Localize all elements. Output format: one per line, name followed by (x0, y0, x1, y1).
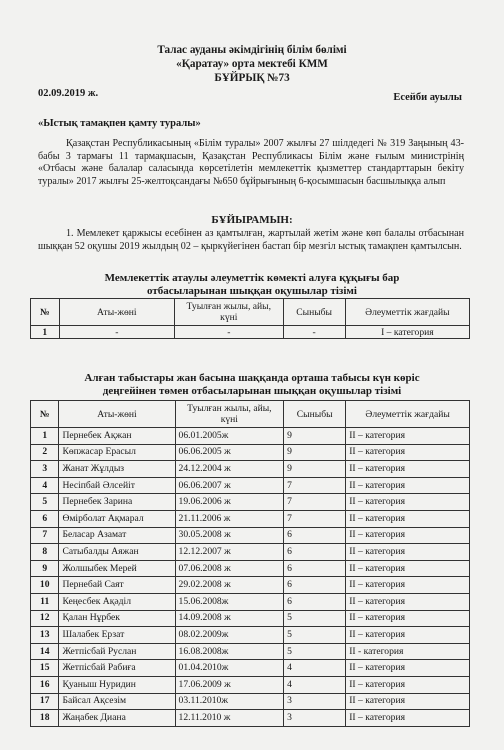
table2-cell-class: 7 (284, 477, 346, 494)
table-2 (30, 400, 470, 727)
table1-cell-num: 1 (31, 326, 60, 339)
header-line-1: Талас ауданы әкімдігінің білім бөлімі (157, 44, 347, 56)
table2-header-name: Аты-жөні (59, 401, 175, 428)
table2-cell-num: 11 (31, 593, 59, 610)
table2-cell-num: 3 (31, 461, 59, 478)
table-row (31, 627, 470, 644)
table2-cell-class: 6 (284, 544, 346, 561)
item-1-text: 1. Мемлекет қаржысы есебінен аз қамтылған, жартылай жетім және көп балалы отбасынан шыққан 52 оқушы 2019 жылдың 02 – қыркүйегінен бастап бір мезгіл ыстық тамақпен қамтылсын. (38, 228, 464, 252)
table2-cell-status: II – категория (346, 544, 470, 561)
table2-cell-num: 8 (31, 544, 59, 561)
order-heading: БҰЙЫРАМЫН: (211, 214, 293, 226)
table-row (31, 610, 470, 627)
table2-cell-dob: 30.05.2008 ж (175, 527, 284, 544)
table2-cell-dob: 14.09.2008 ж (175, 610, 284, 627)
order-place: Есейби ауылы (393, 92, 462, 103)
table1-cell-class: - (283, 326, 345, 339)
table-row (31, 477, 470, 494)
table2-cell-dob: 15.06.2008ж (175, 593, 284, 610)
table2-cell-num: 5 (31, 494, 59, 511)
header-line-2: «Қаратау» орта мектебі КММ (176, 58, 328, 70)
table2-body (31, 428, 470, 727)
table2-cell-status: II – категория (346, 444, 470, 461)
table2-cell-dob: 29.02.2008 ж (175, 577, 284, 594)
table2-cell-num: 2 (31, 444, 59, 461)
table2-cell-class: 9 (284, 444, 346, 461)
table2-cell-name: Жетпісбай Рабиға (59, 660, 175, 677)
order-subject: «Ыстық тамақпен қамту туралы» (38, 118, 201, 129)
table2-cell-class: 7 (284, 510, 346, 527)
table2-cell-dob: 12.12.2007 ж (175, 544, 284, 561)
table-row (31, 577, 470, 594)
table1-header-row (31, 299, 470, 326)
table2-cell-status: II – категория (346, 527, 470, 544)
table2-cell-num: 4 (31, 477, 59, 494)
table1-cell-dob: - (175, 326, 283, 339)
table2-cell-num: 18 (31, 710, 59, 727)
table2-cell-num: 16 (31, 676, 59, 693)
table2-cell-status: II – категория (346, 610, 470, 627)
table2-cell-name: Кеңесбек Ақәділ (59, 593, 175, 610)
table-row (31, 593, 470, 610)
table2-cell-status: II – категория (346, 710, 470, 727)
table2-cell-status: II – категория (346, 676, 470, 693)
table2-cell-name: Қалан Нұрбек (59, 610, 175, 627)
table2-cell-status: II – категория (346, 693, 470, 710)
table2-cell-class: 4 (284, 660, 346, 677)
table2-cell-class: 9 (284, 428, 346, 445)
table2-cell-dob: 16.08.2008ж (175, 643, 284, 660)
table2-cell-num: 15 (31, 660, 59, 677)
table2-title-1: Алған табыстары жан басына шаққанда орташа табысы күн көріс (84, 372, 420, 384)
table2-cell-status: II - категория (346, 643, 470, 660)
table2-cell-num: 9 (31, 560, 59, 577)
table-row (31, 527, 470, 544)
table1-cell-status: I – категория (345, 326, 469, 339)
table2-header-row (31, 401, 470, 428)
table2-cell-dob: 01.04.2010ж (175, 660, 284, 677)
table2-cell-num: 10 (31, 577, 59, 594)
table2-header-status: Әлеуметтік жағдайы (346, 401, 470, 428)
table2-cell-status: II – категория (346, 577, 470, 594)
table1-row (31, 326, 470, 339)
table-row (31, 660, 470, 677)
table2-cell-class: 6 (284, 527, 346, 544)
table2-cell-class: 6 (284, 593, 346, 610)
table1-title-2: отбасыларынан шыққан оқушылар тізімі (147, 285, 357, 297)
table2-header-class: Сыныбы (284, 401, 346, 428)
table2-cell-class: 3 (284, 693, 346, 710)
order-number: БҰЙРЫҚ №73 (214, 72, 290, 84)
table2-cell-name: Сатыбалды Аяжан (59, 544, 175, 561)
table2-cell-dob: 07.06.2008 ж (175, 560, 284, 577)
table2-cell-num: 17 (31, 693, 59, 710)
table2-cell-dob: 03.11.2010ж (175, 693, 284, 710)
table2-cell-name: Пернебек Зарина (59, 494, 175, 511)
table1-title-1: Мемлекеттік атаулы әлеуметтік көмекті алуға құқығы бар (104, 272, 400, 284)
table2-cell-class: 9 (284, 461, 346, 478)
table2-cell-class: 5 (284, 627, 346, 644)
table2-cell-name: Шалабек Ерзат (59, 627, 175, 644)
table-1 (30, 298, 470, 339)
table-row (31, 560, 470, 577)
table1-header-name: Аты-жөні (59, 299, 175, 326)
table2-cell-class: 5 (284, 610, 346, 627)
table2-cell-name: Өмірболат Ақмарал (59, 510, 175, 527)
table-row (31, 693, 470, 710)
table2-cell-status: II – категория (346, 627, 470, 644)
table2-cell-name: Көпжасар Ерасыл (59, 444, 175, 461)
table2-cell-name: Жолшыбек Мерей (59, 560, 175, 577)
table2-cell-num: 7 (31, 527, 59, 544)
intro-paragraph (38, 138, 464, 188)
table1-header-class: Сыныбы (283, 299, 345, 326)
table-row (31, 444, 470, 461)
table2-cell-dob: 06.06.2005 ж (175, 444, 284, 461)
table-row (31, 461, 470, 478)
table2-header-dob: Туылған жылы, айы, күні (175, 401, 284, 428)
table2-cell-name: Жетпісбай Руслан (59, 643, 175, 660)
table2-cell-status: II – категория (346, 510, 470, 527)
table-row (31, 494, 470, 511)
table2-cell-name: Жанат Жұлдыз (59, 461, 175, 478)
table2-cell-status: II – категория (346, 477, 470, 494)
table-row (31, 428, 470, 445)
table2-cell-name: Жаңабек Диана (59, 710, 175, 727)
table2-cell-dob: 06.01.2005ж (175, 428, 284, 445)
table2-cell-name: Пернебек Ақжан (59, 428, 175, 445)
table2-cell-num: 14 (31, 643, 59, 660)
table1-header-num: № (31, 299, 60, 326)
table-row (31, 710, 470, 727)
table2-cell-status: II – категория (346, 461, 470, 478)
item-1-paragraph (38, 228, 464, 253)
table1-header-dob: Туылған жылы, айы, күні (175, 299, 283, 326)
table2-cell-class: 7 (284, 494, 346, 511)
table2-cell-status: II – категория (346, 660, 470, 677)
table2-cell-name: Байсал Ақсезім (59, 693, 175, 710)
table2-cell-dob: 19.06.2006 ж (175, 494, 284, 511)
table2-cell-name: Беласар Азамат (59, 527, 175, 544)
table2-cell-class: 6 (284, 577, 346, 594)
table2-cell-status: II – категория (346, 494, 470, 511)
table-row (31, 676, 470, 693)
table2-header-num: № (31, 401, 59, 428)
table2-cell-name: Қуаныш Нуридин (59, 676, 175, 693)
table2-title-2: деңгейінен төмен отбасыларынан шыққан оқушылар тізімі (102, 385, 402, 397)
table2-cell-dob: 08.02.2009ж (175, 627, 284, 644)
table2-cell-name: Пернебай Саят (59, 577, 175, 594)
table2-cell-class: 3 (284, 710, 346, 727)
table2-cell-num: 12 (31, 610, 59, 627)
table1-header-status: Әлеуметтік жағдайы (345, 299, 469, 326)
table-row (31, 643, 470, 660)
order-date: 02.09.2019 ж. (38, 88, 99, 99)
table2-cell-status: II – категория (346, 560, 470, 577)
table1-cell-name: - (59, 326, 175, 339)
table2-cell-dob: 06.06.2007 ж (175, 477, 284, 494)
table2-cell-num: 6 (31, 510, 59, 527)
table2-cell-class: 5 (284, 643, 346, 660)
table2-cell-name: Несіпбай Әлсейіт (59, 477, 175, 494)
table2-cell-num: 1 (31, 428, 59, 445)
table-row (31, 510, 470, 527)
table-row (31, 544, 470, 561)
table2-cell-dob: 12.11.2010 ж (175, 710, 284, 727)
table2-cell-dob: 21.11.2006 ж (175, 510, 284, 527)
intro-text: Қазақстан Республикасының «Білім туралы» 2007 жылғы 27 шілдедегі № 319 Заңының 43-бабы 3 тармағы 11 тармақшасын, Қазақстан Республикасы Білім және ғылым министрінің «Отбасы және балалар саласында көрсетілетін мемлекеттік қызметтер стандарттарын бекіту туралы» 2017 жылғы 25-желтоқсандағы №650 бұйрығының 6-қосымшасын басшылыққа алып (38, 138, 464, 187)
table2-cell-dob: 24.12.2004 ж (175, 461, 284, 478)
table2-cell-class: 6 (284, 560, 346, 577)
table2-cell-class: 4 (284, 676, 346, 693)
table2-cell-status: II – категория (346, 593, 470, 610)
table2-cell-dob: 17.06.2009 ж (175, 676, 284, 693)
table2-cell-num: 13 (31, 627, 59, 644)
table2-cell-status: II – категория (346, 428, 470, 445)
